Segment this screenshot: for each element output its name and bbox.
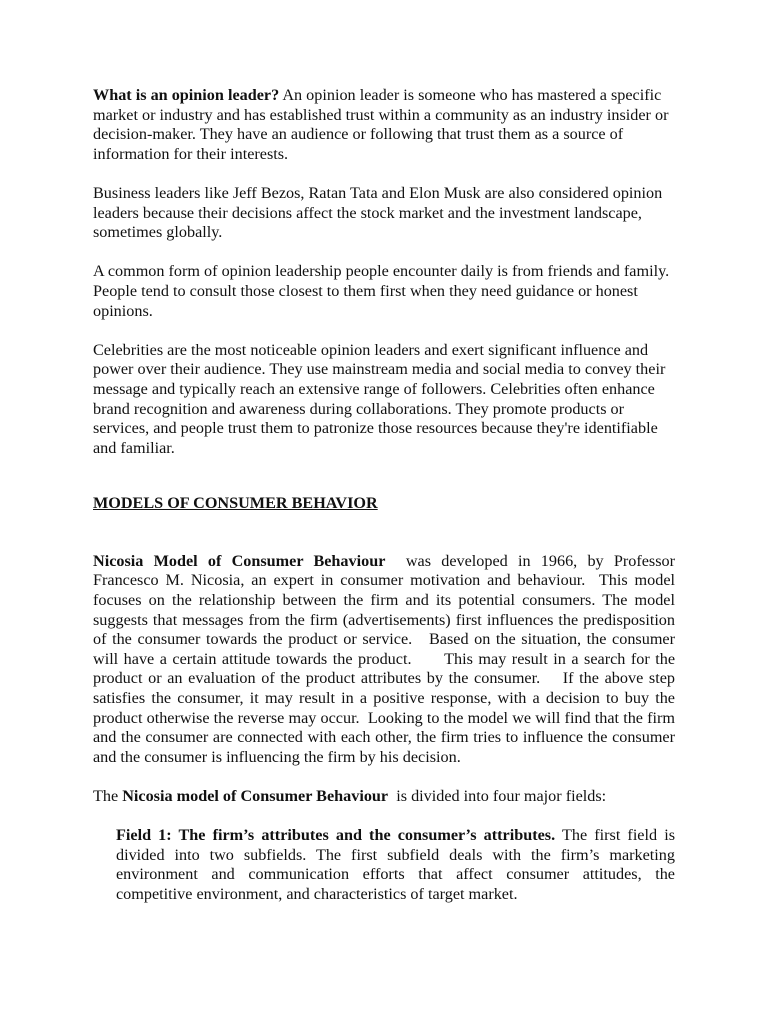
friends-family-paragraph: A common form of opinion leadership people encounter daily is from friends and family. People tend to consult those closest to them first when they need guidance or honest opinions. (93, 262, 670, 320)
section-heading: MODELS OF CONSUMER BEHAVIOR (93, 494, 378, 513)
nicosia-paragraph (93, 551, 680, 768)
field1-paragraph (93, 826, 675, 904)
fields-intro-prefix: The (93, 787, 123, 805)
business-leaders-paragraph: Business leaders like Jeff Bezos, Ratan Tata and Elon Musk are also considered opinion leaders because their decisions affect the stock market and the investment landscape, sometimes globally. (93, 183, 663, 242)
opinion-leader-answer: An opinion leader is someone who has mastered a specific market or industry and has established trust within a community as an industry insider or decision-maker. They have an audience or following that trust them as a source of information for their interests. (93, 86, 669, 163)
document-page (93, 86, 680, 905)
fields-intro-suffix: is divided into four major fields: (388, 787, 607, 805)
fields-intro-paragraph (93, 787, 675, 807)
nicosia-body: was developed in 1966, by Professor Francesco M. Nicosia, an expert in consumer motivation and behaviour. This model focuses on the relationship between the firm and its potential consumers. The model suggests that messages from the firm (advertisements) first influences the predisposition of the consumer towards the product or service. Based on the situation, the consumer will have a certain attitude towards the product. This may result in a search for the product or an evaluation of the product attributes by the consumer. If the above step satisfies the consumer, it may result in a positive response, with a decision to buy the product otherwise the reverse may occur. Looking to the model we will find that the firm and the consumer are connected with each other, the firm tries to influence the consumer and the consumer is influencing the firm by his decision. (93, 551, 680, 766)
nicosia-title: Nicosia Model of Consumer Behaviour (93, 551, 386, 570)
celebrities-paragraph: Celebrities are the most noticeable opinion leaders and exert significant influence and power over their audience. They use mainstream media and social media to convey their message and typically reach an extensive range of followers. Celebrities often enhance brand recognition and awareness during collaborations. They promote products or services, and people trust them to patronize those resources because they're identifiable and familiar. (93, 340, 666, 457)
opinion-leader-question: What is an opinion leader? (93, 86, 280, 104)
opinion-leader-paragraph (93, 86, 675, 164)
field1-body: The first field is divided into two subfields. The first subfield deals with the firm’s marketing environment and communication efforts that affect consumer attitudes, the competitive environment, and characteristics of target market. (116, 826, 675, 903)
field1-title: Field 1: The firm’s attributes and the consumer’s attributes. (116, 826, 556, 845)
fields-intro-bold: Nicosia model of Consumer Behaviour (122, 787, 389, 805)
